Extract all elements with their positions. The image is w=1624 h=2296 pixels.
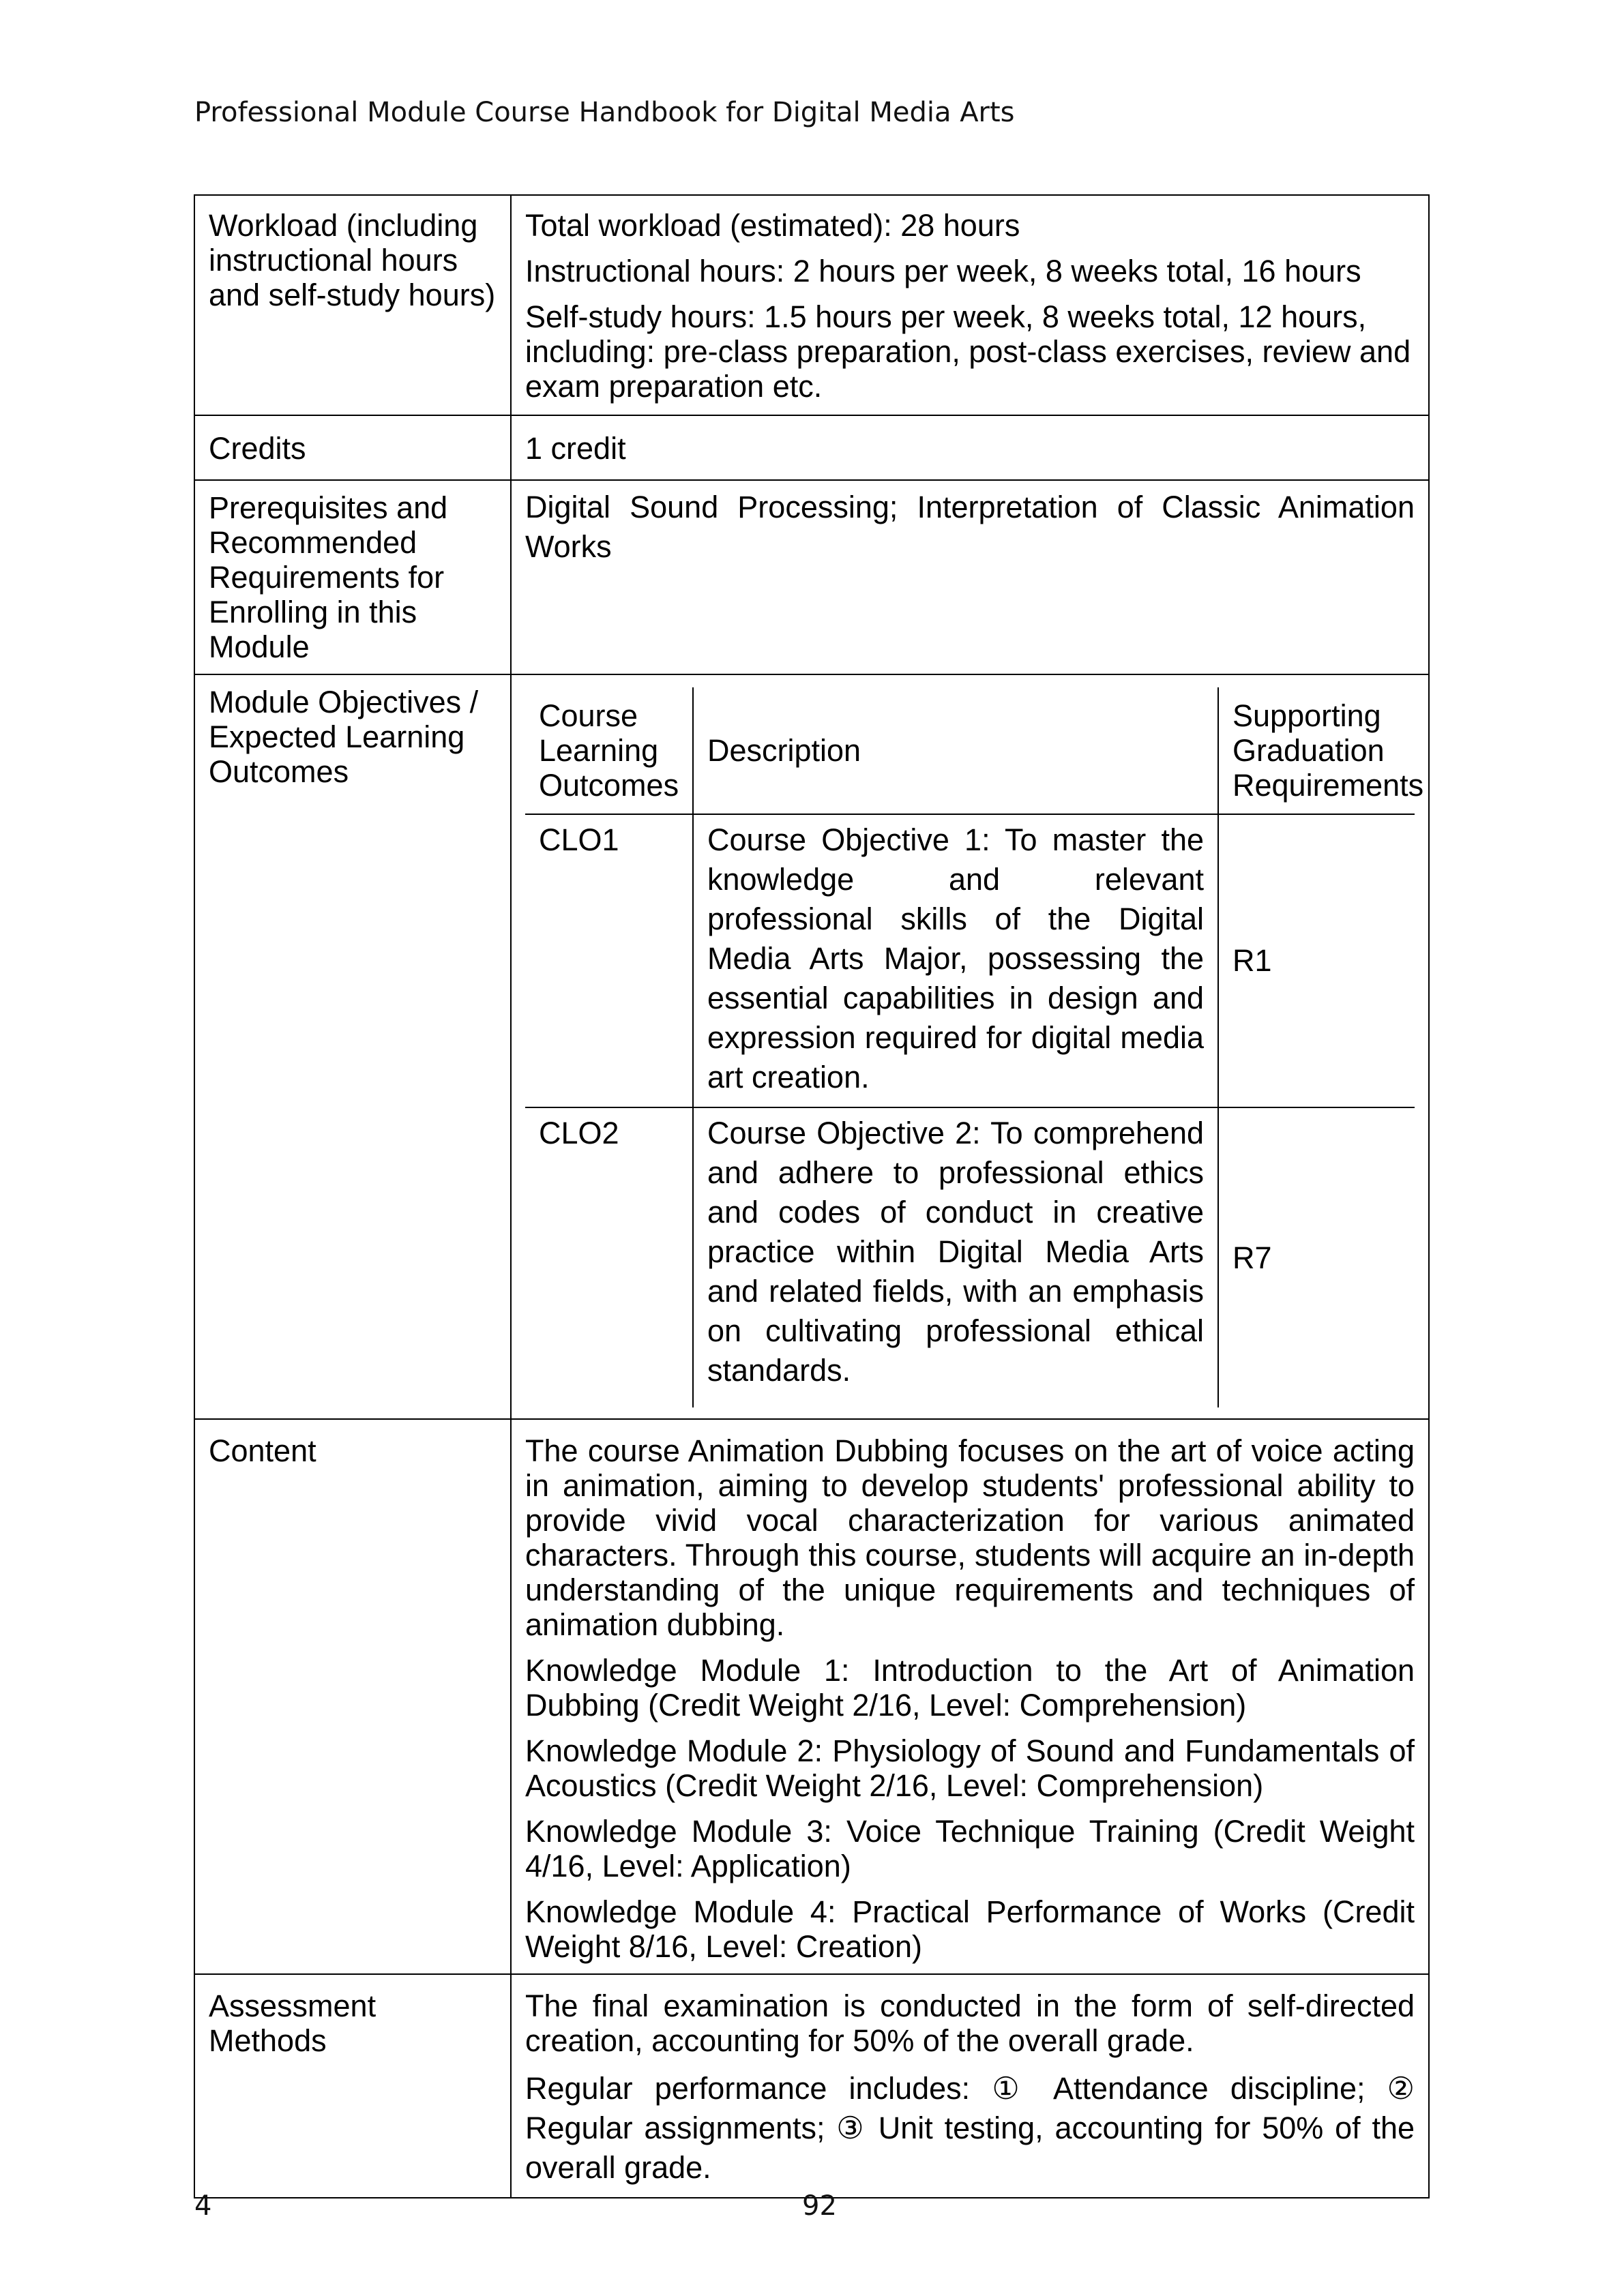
clo-description bbox=[693, 814, 1218, 1107]
content-paragraph: Knowledge Module 4: Practical Performance of Works (Credit Weight 8/16, Level: Creation) bbox=[525, 1894, 1415, 1964]
prerequisites-text: Digital Sound Processing; Interpretation of Classic Animation Works bbox=[525, 490, 1415, 564]
content-paragraph: Knowledge Module 1: Introduction to the Art of Animation Dubbing (Credit Weight 2/16, Level: Comprehension) bbox=[525, 1653, 1415, 1723]
module-table bbox=[194, 194, 1430, 2198]
objectives-label: Module Objectives / Expected Learning Outcomes bbox=[194, 674, 511, 1419]
header-description: Description bbox=[693, 687, 1218, 814]
objectives-header-row bbox=[525, 687, 1415, 814]
page-number: 92 bbox=[802, 2190, 837, 2222]
workload-row bbox=[194, 195, 1429, 415]
workload-label: Workload (including instructional hours and self-study hours) bbox=[194, 195, 511, 415]
assessment-paragraph: Regular performance includes: ① Attendance discipline; ② Regular assignments; ③ Unit testing, accounting for 50% of the overall grade. bbox=[525, 2071, 1415, 2185]
credits-value: 1 credit bbox=[511, 415, 1429, 480]
clo-description-text: Course Objective 1: To master the knowledge and relevant professional skills of the Digital Media Arts Major, possessing the essential capabilities in design and expression required for digital media art creation. bbox=[707, 822, 1204, 1094]
content-paragraph: The course Animation Dubbing focuses on the art of voice acting in animation, aiming to develop students' professional ability to provide vivid vocal characterization for various animated characters. Through this course, students will acquire an in-depth understanding of the unique requirements and techniques of animation dubbing. bbox=[525, 1433, 1415, 1642]
assessment-paragraph: The final examination is conducted in the form of self-directed creation, accounting for 50% of the overall grade. bbox=[525, 1988, 1415, 2058]
assessment-value bbox=[511, 1974, 1429, 2198]
workload-instructional: Instructional hours: 2 hours per week, 8 weeks total, 16 hours bbox=[525, 254, 1361, 288]
clo-description-text: Course Objective 2: To comprehend and adhere to professional ethics and codes of conduct in creative practice within Digital Media Arts and related fields, with an emphasis on cultivating professional ethical standards. bbox=[707, 1116, 1204, 1388]
content-paragraph: Knowledge Module 2: Physiology of Sound and Fundamentals of Acoustics (Credit Weight 2/16, Level: Comprehension) bbox=[525, 1733, 1415, 1803]
objectives-cell bbox=[511, 674, 1429, 1419]
assessment-row bbox=[194, 1974, 1429, 2198]
page-header: Professional Module Course Handbook for Digital Media Arts bbox=[194, 97, 1015, 128]
workload-total: Total workload (estimated): 28 hours bbox=[525, 208, 1020, 243]
prerequisites-label: Prerequisites and Recommended Requirements for Enrolling in this Module bbox=[194, 480, 511, 674]
prerequisites-row bbox=[194, 480, 1429, 674]
clo-code: CLO2 bbox=[525, 1107, 693, 1407]
clo-description bbox=[693, 1107, 1218, 1407]
credits-label: Credits bbox=[194, 415, 511, 480]
workload-self-study: Self-study hours: 1.5 hours per week, 8 weeks total, 12 hours, including: pre-class preparation, post-class exercises, review and exam preparation etc. bbox=[525, 299, 1411, 404]
assessment-label: Assessment Methods bbox=[194, 1974, 511, 2198]
footer-left-number: 4 bbox=[194, 2190, 212, 2222]
clo-row bbox=[525, 1107, 1415, 1407]
content-row bbox=[194, 1419, 1429, 1974]
objectives-row bbox=[194, 674, 1429, 1419]
clo-requirement: R7 bbox=[1218, 1107, 1415, 1407]
workload-value bbox=[511, 195, 1429, 415]
clo-code: CLO1 bbox=[525, 814, 693, 1107]
header-clo: Course Learning Outcomes bbox=[525, 687, 693, 814]
content-paragraph: Knowledge Module 3: Voice Technique Training (Credit Weight 4/16, Level: Application) bbox=[525, 1814, 1415, 1883]
content-value bbox=[511, 1419, 1429, 1974]
credits-row bbox=[194, 415, 1429, 480]
prerequisites-value bbox=[511, 480, 1429, 674]
objectives-table bbox=[525, 687, 1424, 1407]
clo-row bbox=[525, 814, 1415, 1107]
content-label: Content bbox=[194, 1419, 511, 1974]
clo-requirement: R1 bbox=[1218, 814, 1415, 1107]
header-requirements: Supporting Graduation Requirements bbox=[1218, 687, 1415, 814]
